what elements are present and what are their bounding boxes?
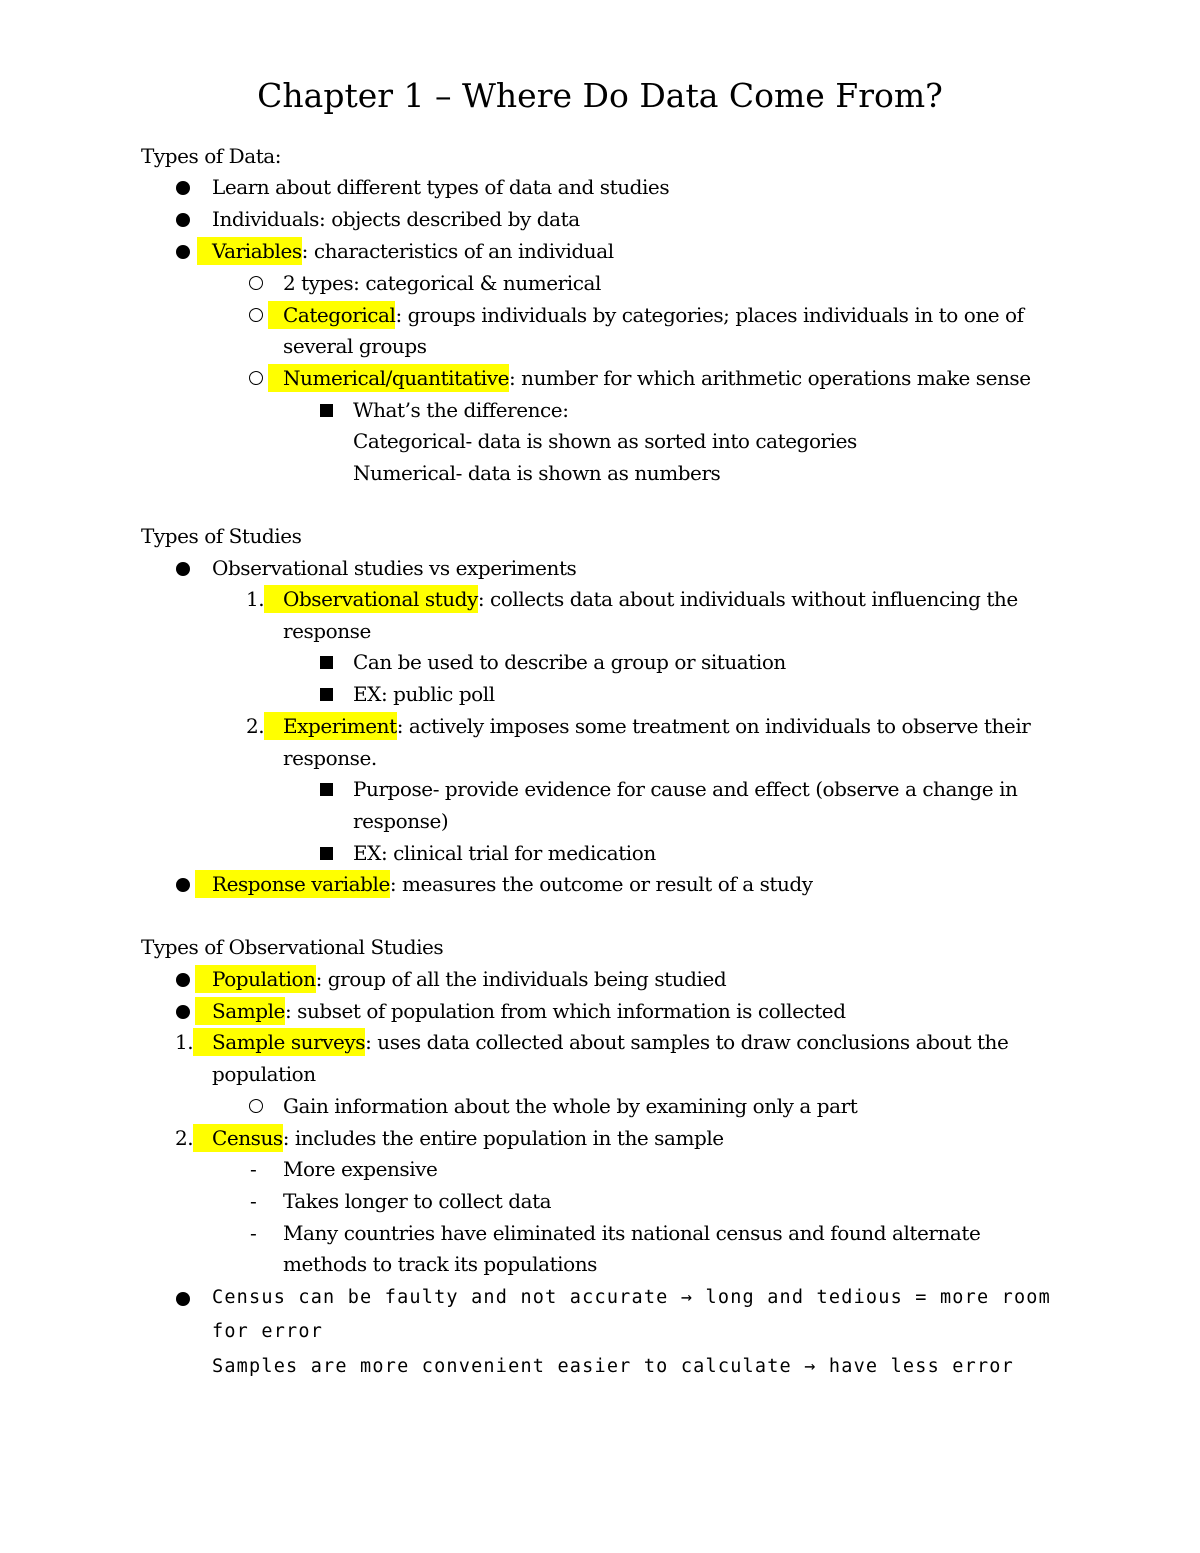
highlighted-term: Experiment [264,712,397,740]
highlighted-term: Population [195,965,316,993]
item-rest: : group of all the individuals being studied [315,967,727,991]
item-text [193,1026,1008,1058]
item-text: Gain information about the whole by examining only a part [283,1094,858,1118]
list-number: 2. [175,1126,194,1150]
highlighted-term: Categorical [268,301,395,329]
item-text: population [212,1062,316,1086]
highlighted-term: Sample [195,997,285,1025]
item-rest: : uses data collected about samples to draw conclusions about the [365,1030,1009,1054]
item-text: methods to track its populations [283,1252,597,1276]
bullet-dot-icon [176,973,190,987]
item-text: Categorical- data is shown as sorted into categories [353,429,857,453]
item-text: EX: public poll [353,682,495,706]
list-number: 2. [246,714,265,738]
highlighted-term: Response variable [195,870,390,898]
bullet-circle-icon [249,1099,263,1113]
bullet-square-icon [320,847,333,860]
item-text: response) [353,809,449,833]
item-text: More expensive [283,1157,438,1181]
bullet-square-icon [320,656,333,669]
item-text: What’s the difference: [353,398,569,422]
item-text [264,710,1030,742]
highlighted-term: Numerical/quantitative [268,364,509,392]
item-text [195,995,846,1027]
item-text: Purpose- provide evidence for cause and effect (observe a change in [353,777,1018,801]
item-text [193,1122,724,1154]
item-rest: : subset of population from which information is collected [284,999,846,1023]
item-rest: : measures the outcome or result of a study [389,872,813,896]
highlighted-term: Census [193,1124,283,1152]
highlighted-term: Sample surveys [193,1028,365,1056]
item-text: for error [212,1321,324,1342]
item-text: response [283,619,371,643]
item-rest: : collects data about individuals without influencing the [477,587,1018,611]
item-text: Takes longer to collect data [283,1189,552,1213]
item-rest: : groups individuals by categories; places individuals in to one of [395,303,1024,327]
highlighted-term: Observational study [264,585,478,613]
item-text: Observational studies vs experiments [212,556,577,580]
dash-marker: - [250,1189,257,1213]
page-title: Chapter 1 – Where Do Data Come From? [257,76,943,115]
item-text: Learn about different types of data and studies [212,175,670,199]
item-text: EX: clinical trial for medication [353,841,656,865]
item-rest: : includes the entire population in the sample [282,1126,724,1150]
item-text [195,963,726,995]
heading-text: Types of Observational Studies [141,935,444,959]
bullet-dot-icon [176,1005,190,1019]
bullet-circle-icon [249,276,263,290]
item-text: Census can be faulty and not accurate → long and tedious = more room [212,1287,1051,1308]
list-number: 1. [175,1030,194,1054]
item-text [197,235,614,267]
bullet-dot-icon [176,562,190,576]
highlighted-term: Variables [197,237,302,265]
bullet-circle-icon [249,371,263,385]
bullet-dot-icon [176,878,190,892]
item-text: Can be used to describe a group or situation [353,650,786,674]
item-text: 2 types: categorical & numerical [283,271,601,295]
dash-marker: - [250,1157,257,1181]
bullet-circle-icon [249,308,263,322]
item-text: Individuals: objects described by data [212,207,580,231]
item-text [195,868,813,900]
item-rest: : characteristics of an individual [301,239,614,263]
bullet-square-icon [320,688,333,701]
item-text [268,362,1031,394]
bullet-dot-icon [176,181,190,195]
item-text: Samples are more convenient easier to calculate → have less error [212,1356,1014,1377]
item-text [264,583,1018,615]
heading-text: Types of Data: [141,144,282,168]
bullet-dot-icon [176,1292,190,1306]
item-text: response. [283,746,377,770]
item-text [268,299,1024,331]
bullet-dot-icon [176,245,190,259]
dash-marker: - [250,1221,257,1245]
item-rest: : number for which arithmetic operations make sense [508,366,1031,390]
item-text: Numerical- data is shown as numbers [353,461,721,485]
item-rest: : actively imposes some treatment on individuals to observe their [396,714,1031,738]
bullet-square-icon [320,404,333,417]
bullet-square-icon [320,783,333,796]
list-number: 1. [246,587,265,611]
heading-text: Types of Studies [141,524,302,548]
item-text: several groups [283,334,427,358]
bullet-dot-icon [176,213,190,227]
item-text: Many countries have eliminated its national census and found alternate [283,1221,981,1245]
